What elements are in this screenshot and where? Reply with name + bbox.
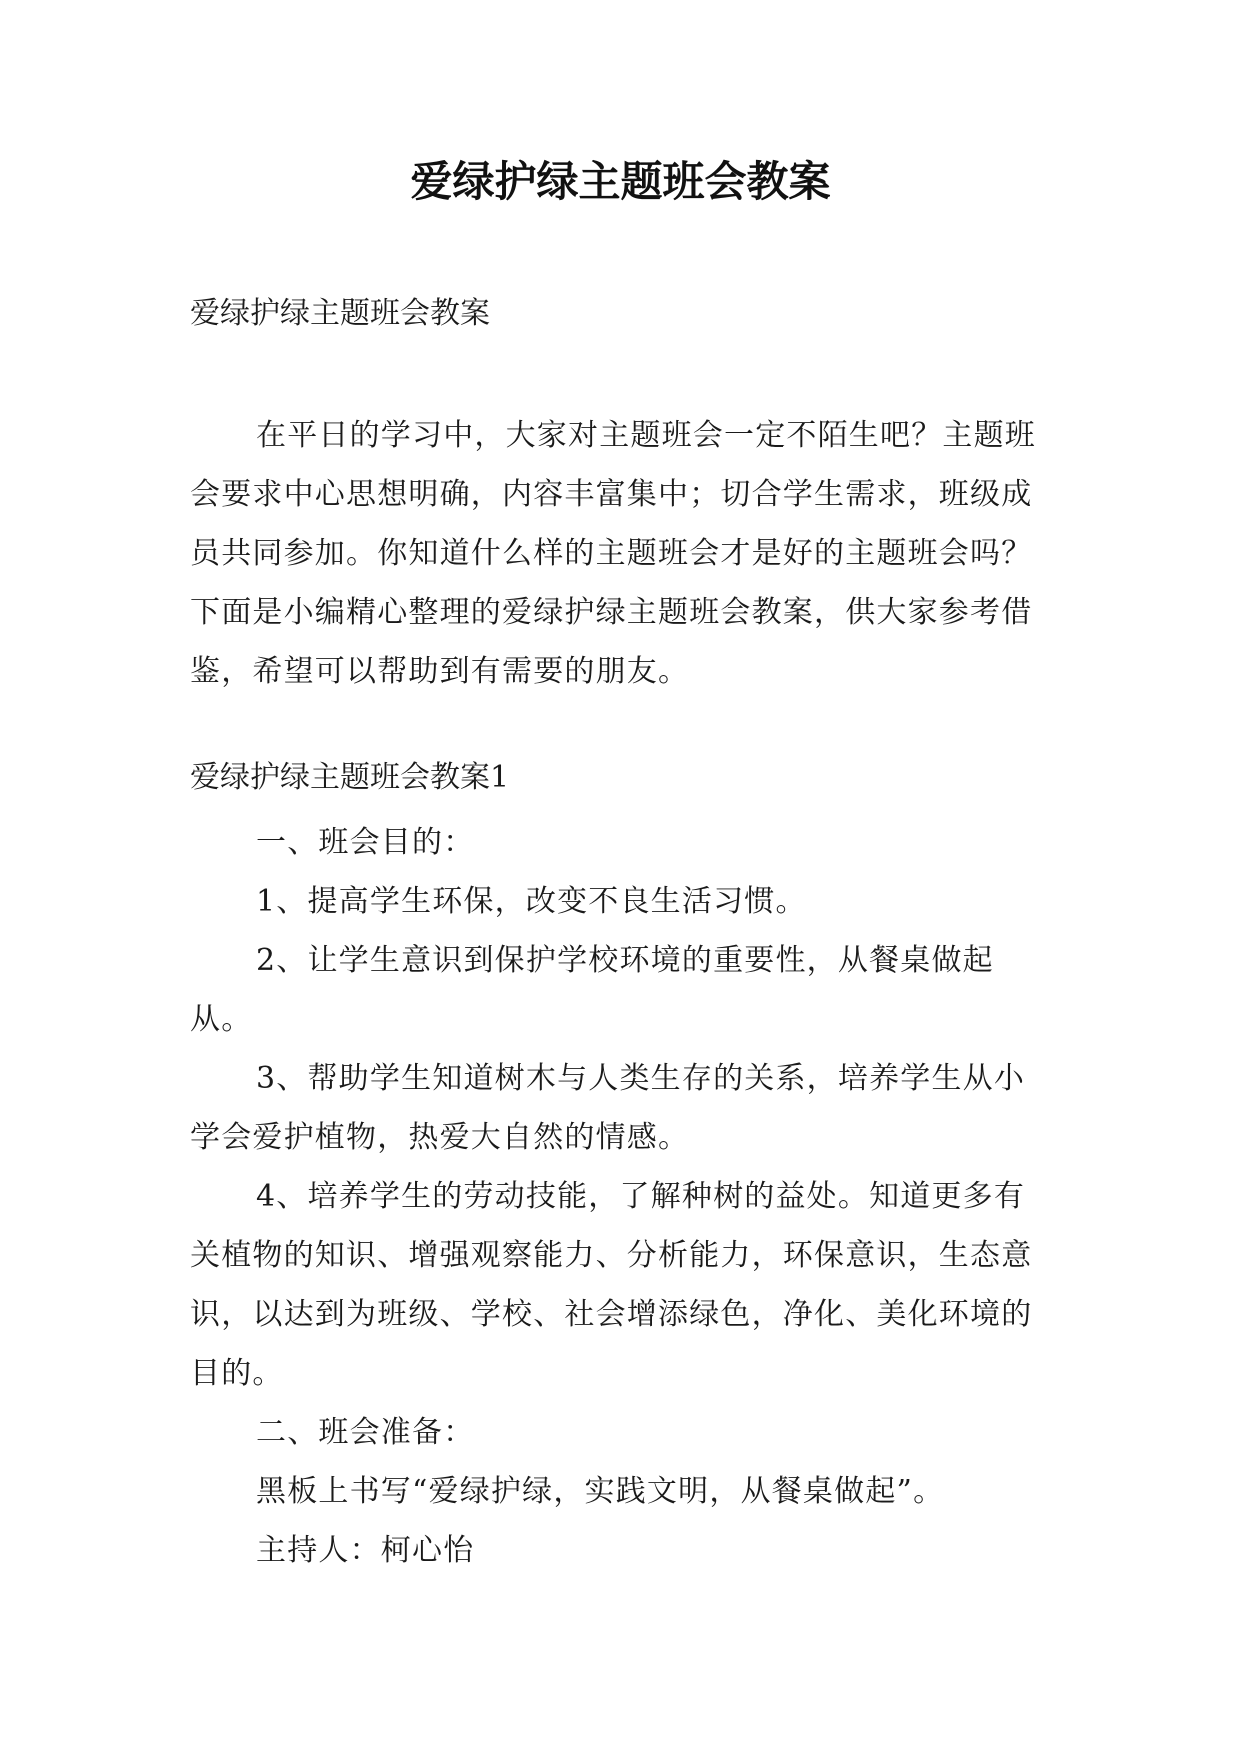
document-subtitle: 爱绿护绿主题班会教案 — [190, 296, 490, 331]
intro-paragraph: 在平日的学习中，大家对主题班会一定不陌生吧？主题班会要求中心思想明确，内容丰富集中；切合学生需求，班级成员共同参加。你知道什么样的主题班会才是好的主题班会吗？下面是小编精心整理的爱绿护绿主题班会教案，供大家参考借鉴，希望可以帮助到有需要的朋友。 — [190, 418, 1036, 689]
purpose-item-3: 3、帮助学生知道树木与人类生存的关系，培养学生从小学会爱护植物，热爱大自然的情感。 — [190, 1061, 1026, 1155]
purpose-item-1: 1、提高学生环保，改变不良生活习惯。 — [256, 884, 807, 919]
preparation-host: 主持人：柯心怡 — [256, 1533, 475, 1568]
purpose-item-2: 2、让学生意识到保护学校环境的重要性，从餐桌做起从。 — [190, 943, 994, 1037]
section-heading: 爱绿护绿主题班会教案1 — [190, 760, 510, 795]
preparation-blackboard: 黑板上书写“爱绿护绿，实践文明，从餐桌做起”。 — [256, 1474, 945, 1509]
purpose-item-4: 4、培养学生的劳动技能，了解种树的益处。知道更多有关植物的知识、增强观察能力、分析能力，环保意识，生态意识，以达到为班级、学校、社会增添绿色，净化、美化环境的目的。 — [190, 1179, 1033, 1391]
document-title: 爱绿护绿主题班会教案 — [410, 157, 831, 206]
heading-purpose: 一、班会目的： — [256, 825, 475, 860]
section-body — [190, 813, 1050, 1580]
heading-preparation: 二、班会准备： — [256, 1415, 475, 1450]
